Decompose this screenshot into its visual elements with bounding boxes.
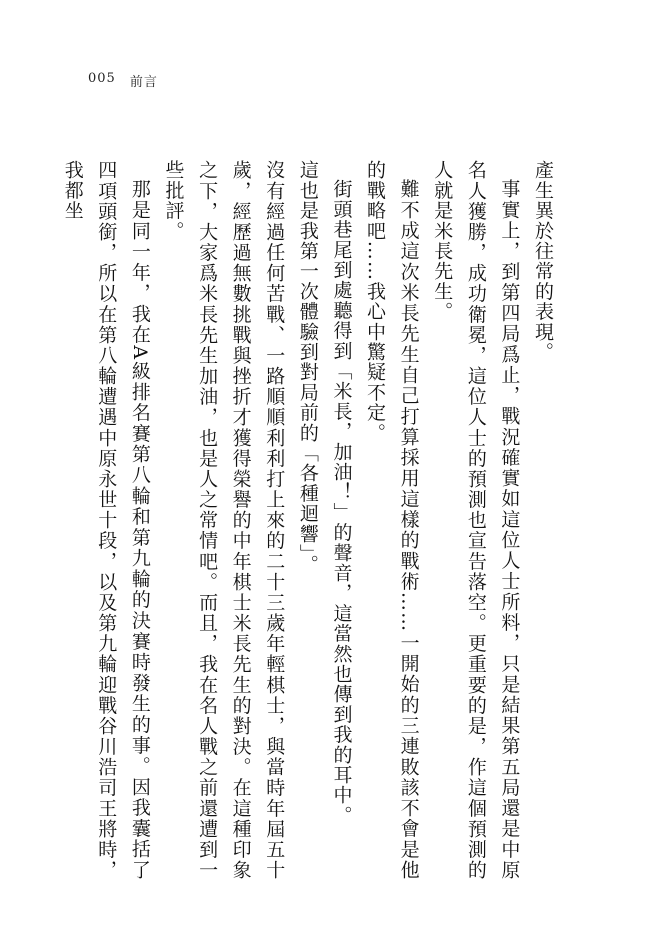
vertical-body-text: [55, 160, 559, 880]
paragraph: 產生異於往常的表現。: [532, 160, 554, 362]
paragraph: 那是同一年，我在A級排名賽第八輪和第九輪的決賽時發生的事。因我囊括了四項頭銜，所以在第八輪遭遇中原永世十段，以及第九輪迎戰谷川浩司王將時，我都坐: [61, 160, 151, 880]
page-header: [88, 71, 158, 90]
paragraph: 難不成這次米長先生自己打算採用這樣的戰術……一開始的三連敗該不會是他的戰略吧……我心中驚疑不定。: [364, 160, 420, 880]
page-number: 005: [88, 71, 116, 86]
paragraph: 事實上，到第四局爲止，戰況確實如這位人士所料，只是結果第五局還是中原名人獲勝，成功衛冕，這位人士的預測也宣告落空。更重要的是，作這個預測的人就是米長先生。: [431, 160, 521, 880]
section-title: 前言: [129, 75, 158, 90]
paragraph: 街頭巷尾到處聽得到「米長，加油！」的聲音，這當然也傳到我的耳中。: [330, 179, 353, 826]
paragraph: 這也是我第一次體驗到對局前的「各種迴響」。: [296, 160, 319, 575]
paragraph: 沒有經過任何苦戰、一路順順利利打上來的二十三歲年輕棋士，與當時年屆五十歲，經歷過無數挑戰與挫折才獲得榮譽的中年棋士米長先生的對決。在這種印象之下，大家爲米長先生加油，也是人之常情吧。而且，我在名人戰之前還遭到一些批評。: [162, 160, 286, 880]
